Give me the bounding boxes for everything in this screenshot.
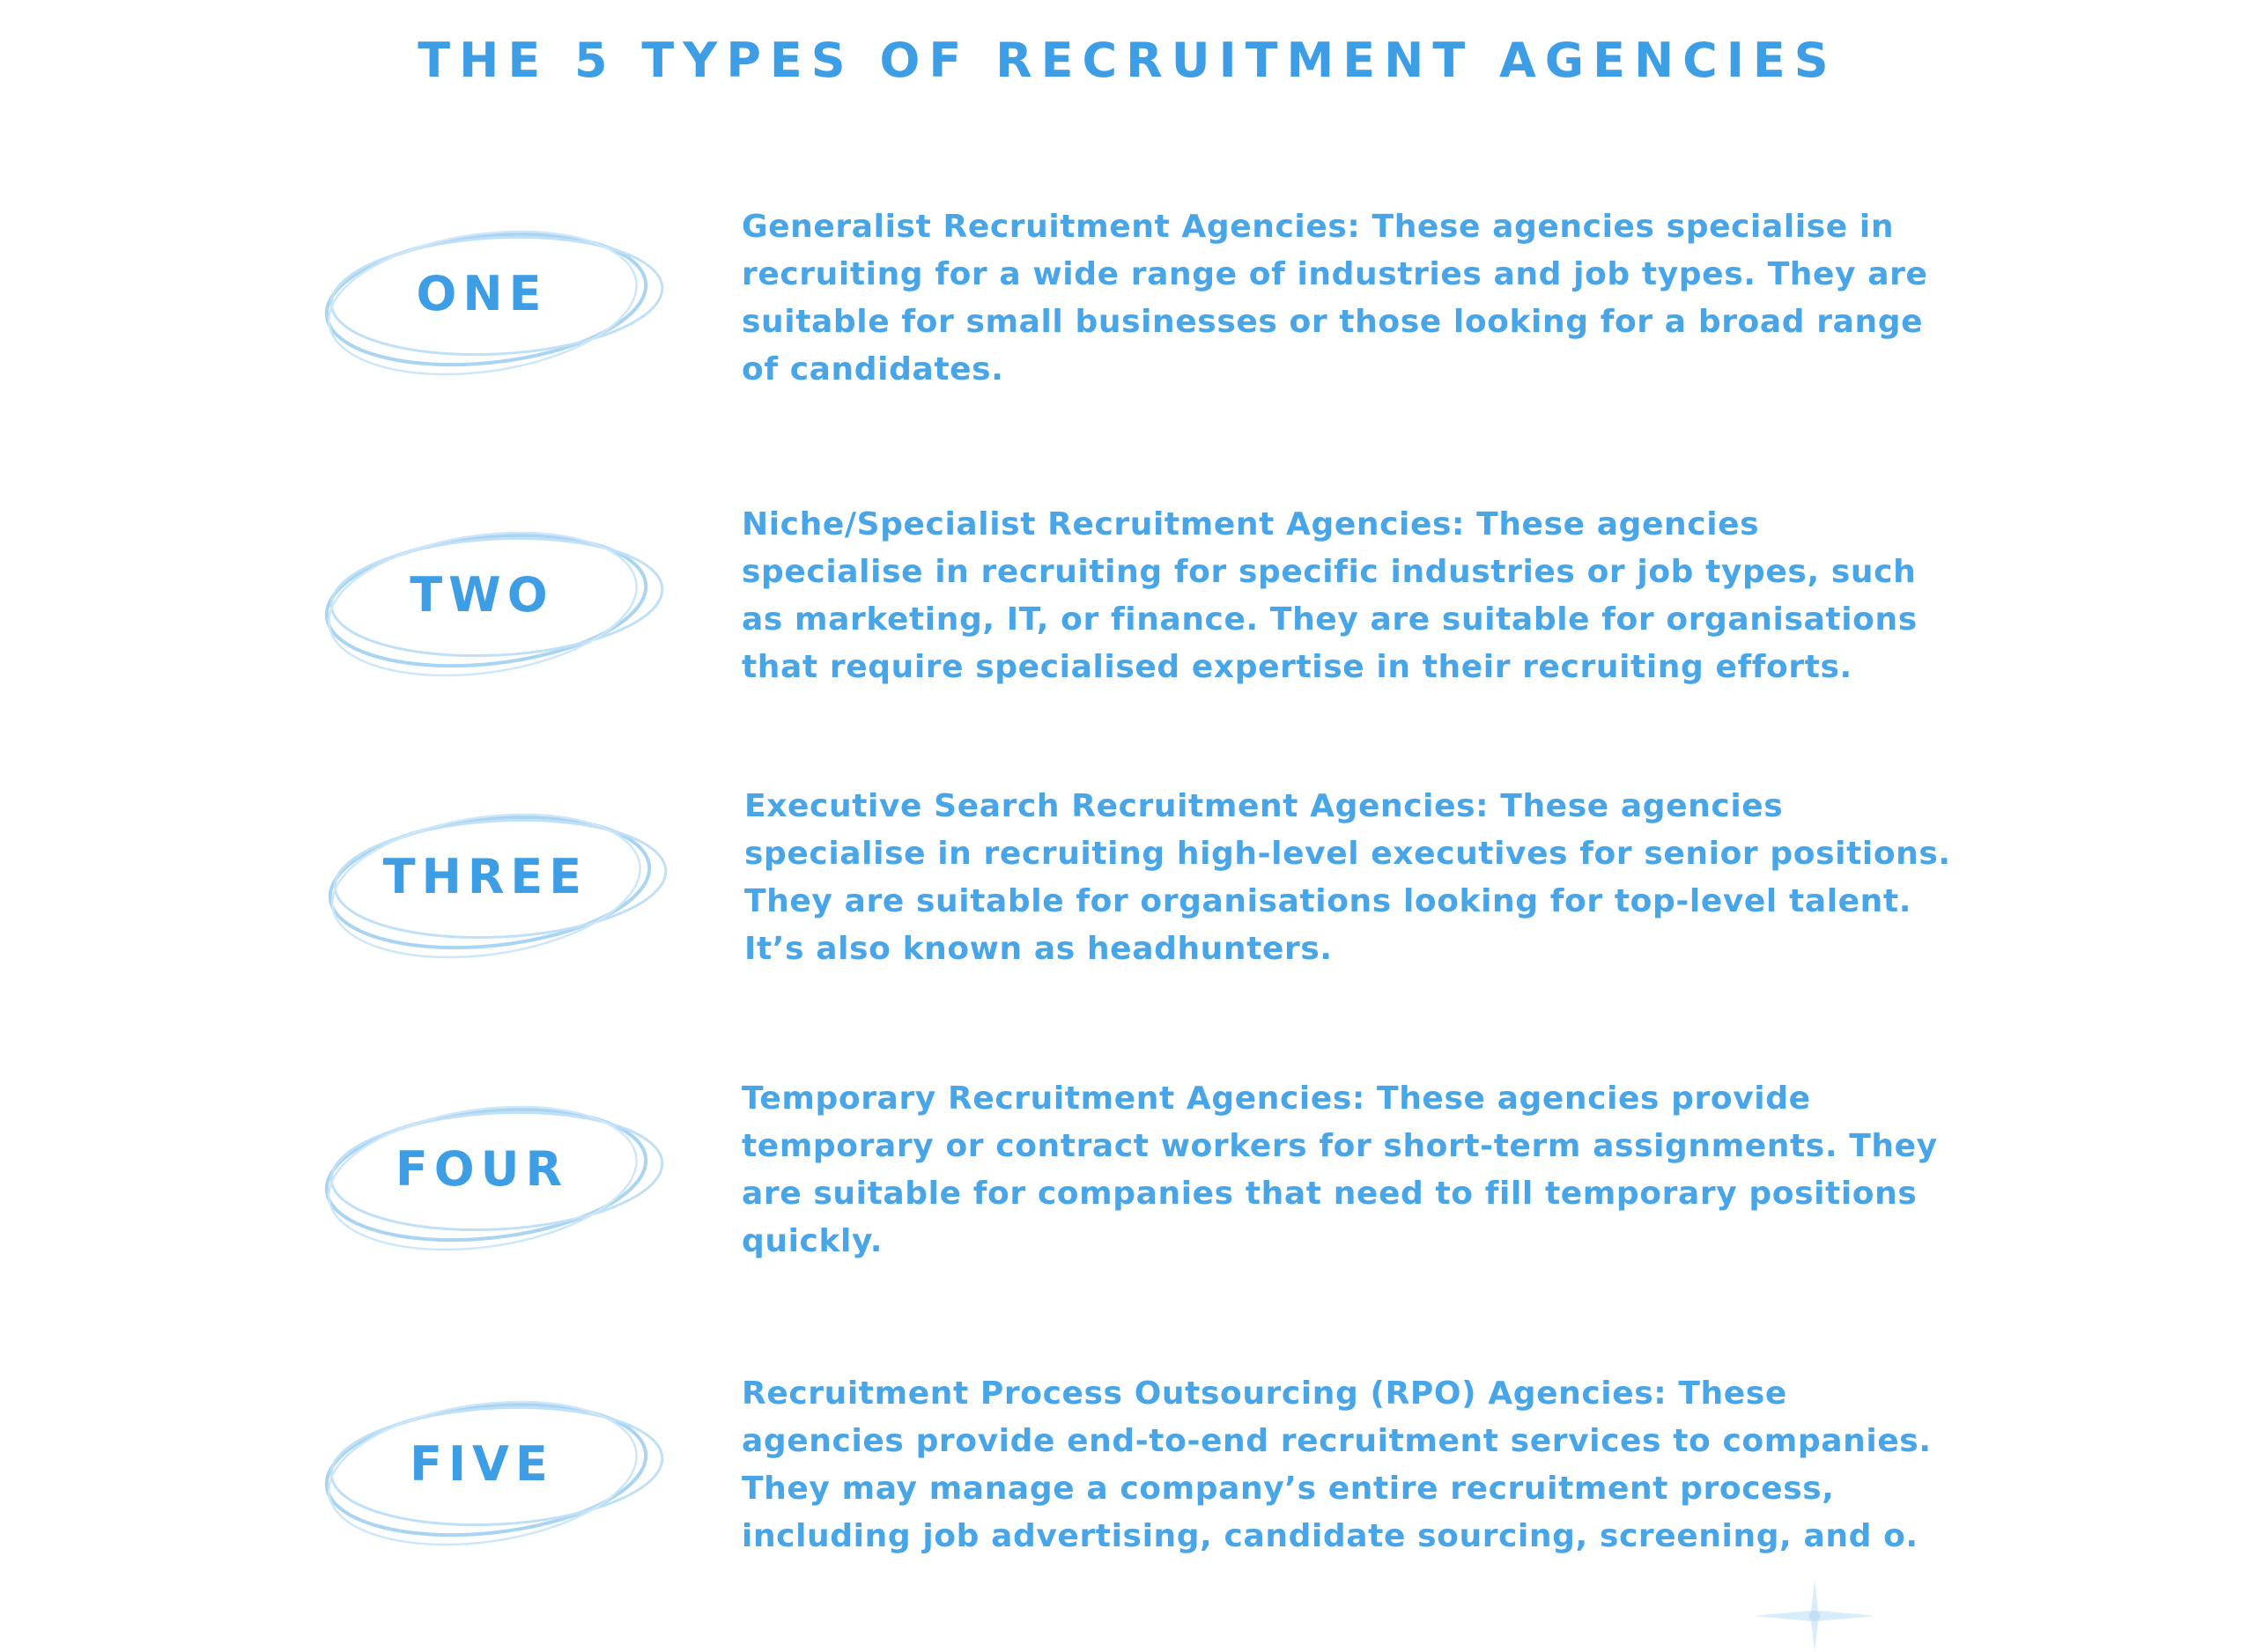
sparkle-icon [1753, 1581, 1876, 1651]
number-label: TWO [410, 566, 554, 623]
list-item [0, 788, 2255, 1020]
number-badge [310, 1389, 680, 1552]
number-label: FIVE [410, 1435, 554, 1492]
list-item [0, 1080, 2255, 1312]
page-title: THE 5 TYPES OF RECRUITMENT AGENCIES [418, 33, 1837, 88]
number-badge [314, 801, 684, 964]
number-badge [310, 1094, 680, 1257]
list-item [0, 506, 2255, 738]
item-description: Niche/Specialist Recruitment Agencies: These agencies specialise in recruiting for specific industries or job types, such as marketing, IT, or finance. They are suitable for organisations that require specialised expertise in their recruiting efforts. [742, 506, 1918, 685]
list-item [0, 1375, 2255, 1607]
number-label: THREE [382, 848, 588, 904]
item-description: Temporary Recruitment Agencies: These agencies provide temporary or contract workers for short-term assignments. They are suitable for companies that need to fill temporary positions quickly. [742, 1080, 1938, 1259]
item-description: Recruitment Process Outsourcing (RPO) Agencies: These agencies provide end-to-end recruitment services to companies. They may manage a company’s entire recruitment process, including job advertising, candidate sourcing, screening, and o. [742, 1375, 1932, 1554]
number-label: ONE [416, 265, 548, 321]
list-item [0, 211, 2255, 440]
number-label: FOUR [395, 1140, 569, 1197]
number-badge [310, 520, 680, 682]
item-description: Generalist Recruitment Agencies: These agencies specialise in recruiting for a wide range of industries and job types. They are suitable for small businesses or those looking for a broad range of candidates. [742, 209, 1928, 387]
number-badge [310, 218, 680, 381]
item-description: Executive Search Recruitment Agencies: These agencies specialise in recruiting high-level executives for senior positions. They are suitable for organisations looking for top-level talent. It’s also known as headhunters. [744, 788, 1951, 967]
